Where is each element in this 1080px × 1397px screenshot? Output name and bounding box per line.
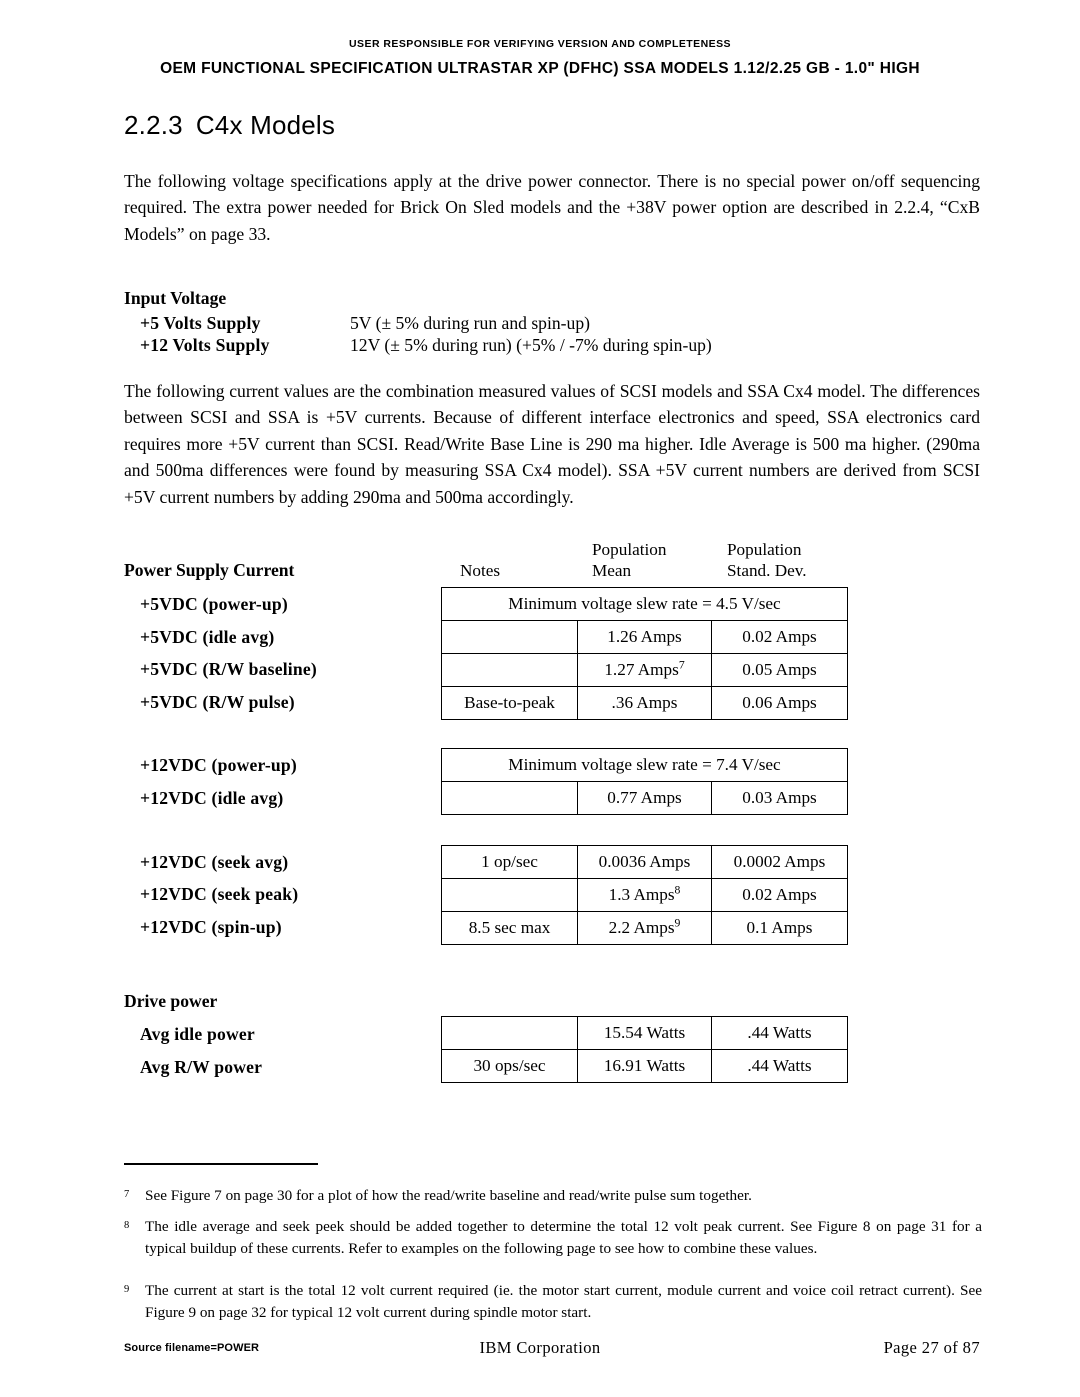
cell-mean: 16.91 Watts [578, 1050, 712, 1083]
cell-stand-dev: 0.02 Amps [712, 621, 848, 654]
footnote-ref: 7 [678, 658, 685, 672]
footnote-text: See Figure 7 on page 30 for a plot of how the read/write baseline and read/write pulse sum together. [145, 1187, 752, 1204]
running-head-title: OEM FUNCTIONAL SPECIFICATION ULTRASTAR XP (DFHC) SSA MODELS 1.12/2.25 GB - 1.0" HIGH [160, 60, 920, 77]
footnote-ref: 8 [674, 883, 681, 897]
column-header-population-stand-dev [727, 539, 807, 581]
intro-paragraph: The following voltage specifications apply at the drive power connector. There is no special power on/off sequencing required. The extra power needed for Brick On Sled models and the +38V power option are described in 2.2.4, “CxB Models” on page 33. [124, 171, 980, 244]
table-row [442, 621, 848, 654]
column-header-notes: Notes [460, 561, 501, 580]
cell-notes [442, 621, 578, 654]
input-voltage-row-12v [140, 334, 980, 356]
row-label-5vdc-rw-pulse: +5VDC (R/W pulse) [140, 692, 295, 712]
row-label-12vdc-power-up: +12VDC (power-up) [140, 755, 297, 775]
cell-mean [578, 846, 712, 879]
row-label-5vdc-rw-baseline: +5VDC (R/W baseline) [140, 659, 317, 679]
cell-mean-value: 1.26 Amps [607, 627, 682, 646]
current-values-paragraph: The following current values are the combination measured values of SCSI models and SSA Cx4 model. The differences between SCSI and SSA is +5V currents. Because of different interface electronics and speed, SSA electronics card requires more +5V current than SCSI. Read/Write Base Line is 290 ma higher. Idle Average is 500 ma higher. (290ma and 500ma differences were found by measuring SSA Cx4 model). SSA +5V current numbers are derived from SCSI +5V current numbers by adding 290ma and 500ma accordingly. [124, 381, 980, 507]
cell-notes: 30 ops/sec [442, 1050, 578, 1083]
table-row [442, 1017, 848, 1050]
power-supply-current-title: Power Supply Current [124, 560, 295, 580]
table-row [442, 846, 848, 879]
table-row [442, 912, 848, 945]
section-heading [124, 110, 335, 141]
footnote-ref: 9 [674, 916, 681, 930]
cell-stand-dev: .44 Watts [712, 1017, 848, 1050]
cell-stand-dev: 0.02 Amps [712, 879, 848, 912]
row-label-12vdc-idle-avg: +12VDC (idle avg) [140, 788, 284, 808]
input-voltage-label-12v: +12 Volts Supply [140, 335, 270, 355]
row-label-12vdc-spin-up: +12VDC (spin-up) [140, 917, 282, 937]
table-row [442, 782, 848, 815]
table-row [442, 1050, 848, 1083]
footnote-marker: 9 [124, 1284, 130, 1295]
table-row [442, 588, 848, 621]
row-label-5vdc-idle-avg: +5VDC (idle avg) [140, 627, 275, 647]
column-header-population-sd-line2: Stand. Dev. [727, 561, 807, 580]
table-12vdc-seek [441, 845, 848, 945]
footnote-8 [124, 1216, 982, 1260]
cell-stand-dev: .44 Watts [712, 1050, 848, 1083]
cell-mean [578, 687, 712, 720]
footnote-text: The idle average and seek peek should be added together to determine the total 12 volt peak current. See Figure 8 on page 31 for a typical buildup of these currents. Refer to examples on the following page to see how to combine these values. [145, 1218, 982, 1257]
table-row [442, 879, 848, 912]
input-voltage-value-12v: 12V (± 5% during run) (+5% / -7% during spin-up) [350, 335, 712, 355]
cell-notes [442, 782, 578, 815]
row-label-5vdc-power-up: +5VDC (power-up) [140, 594, 288, 614]
input-voltage-row-5v [140, 312, 980, 334]
column-header-population-mean-line1: Population [592, 540, 667, 559]
cell-mean-value: .36 Amps [611, 693, 678, 712]
cell-notes [442, 1017, 578, 1050]
footnote-marker: 7 [124, 1189, 130, 1200]
footer-company: IBM Corporation [479, 1338, 601, 1357]
table-5vdc [441, 587, 848, 720]
cell-mean [578, 621, 712, 654]
running-head-notice: USER RESPONSIBLE FOR VERIFYING VERSION AND COMPLETENESS [349, 38, 731, 50]
footer-source-filename: Source filename=POWER [124, 1342, 260, 1354]
cell-stand-dev: 0.05 Amps [712, 654, 848, 687]
footnote-7 [124, 1185, 982, 1207]
column-header-population-mean-line2: Mean [592, 561, 632, 580]
cell-mean: 15.54 Watts [578, 1017, 712, 1050]
cell-slew-rate-12v: Minimum voltage slew rate = 7.4 V/sec [442, 749, 848, 782]
footer-page-number: Page 27 of 87 [883, 1338, 980, 1357]
cell-mean: 0.77 Amps [578, 782, 712, 815]
input-voltage-title: Input Voltage [124, 288, 227, 308]
cell-mean [578, 654, 712, 687]
cell-stand-dev: 0.0002 Amps [712, 846, 848, 879]
cell-notes: Base-to-peak [442, 687, 578, 720]
section-number: 2.2.3 [124, 110, 183, 140]
table-drive-power [441, 1016, 848, 1083]
table-row [442, 749, 848, 782]
table-row [442, 687, 848, 720]
cell-stand-dev: 0.1 Amps [712, 912, 848, 945]
footnote-9 [124, 1280, 982, 1324]
row-label-12vdc-seek-avg: +12VDC (seek avg) [140, 852, 289, 872]
cell-mean [578, 879, 712, 912]
input-voltage-label-5v: +5 Volts Supply [140, 313, 261, 333]
cell-notes [442, 879, 578, 912]
cell-mean-value: 2.2 Amps [608, 918, 675, 937]
cell-notes: 1 op/sec [442, 846, 578, 879]
cell-mean-value: 0.0036 Amps [598, 852, 691, 871]
column-header-population-sd-line1: Population [727, 540, 802, 559]
input-voltage-value-5v: 5V (± 5% during run and spin-up) [350, 313, 590, 333]
row-label-avg-idle-power: Avg idle power [140, 1024, 255, 1044]
cell-slew-rate-5v: Minimum voltage slew rate = 4.5 V/sec [442, 588, 848, 621]
footnote-separator [124, 1163, 318, 1165]
cell-mean-value: 1.27 Amps [604, 660, 679, 679]
cell-stand-dev: 0.06 Amps [712, 687, 848, 720]
cell-notes: 8.5 sec max [442, 912, 578, 945]
cell-stand-dev: 0.03 Amps [712, 782, 848, 815]
row-label-avg-rw-power: Avg R/W power [140, 1057, 263, 1077]
cell-mean-value: 1.3 Amps [608, 885, 675, 904]
row-label-12vdc-seek-peak: +12VDC (seek peak) [140, 884, 299, 904]
section-title: C4x Models [195, 110, 336, 140]
drive-power-title: Drive power [124, 991, 218, 1011]
footnote-text: The current at start is the total 12 volt current required (ie. the motor start current, module current and voice coil retract current). See Figure 9 on page 32 for typical 12 volt current during spindle motor start. [145, 1282, 982, 1321]
cell-notes [442, 654, 578, 687]
table-row [442, 654, 848, 687]
footnote-marker: 8 [124, 1220, 130, 1231]
cell-mean [578, 912, 712, 945]
column-header-population-mean [592, 539, 666, 581]
table-12vdc-power [441, 748, 848, 815]
